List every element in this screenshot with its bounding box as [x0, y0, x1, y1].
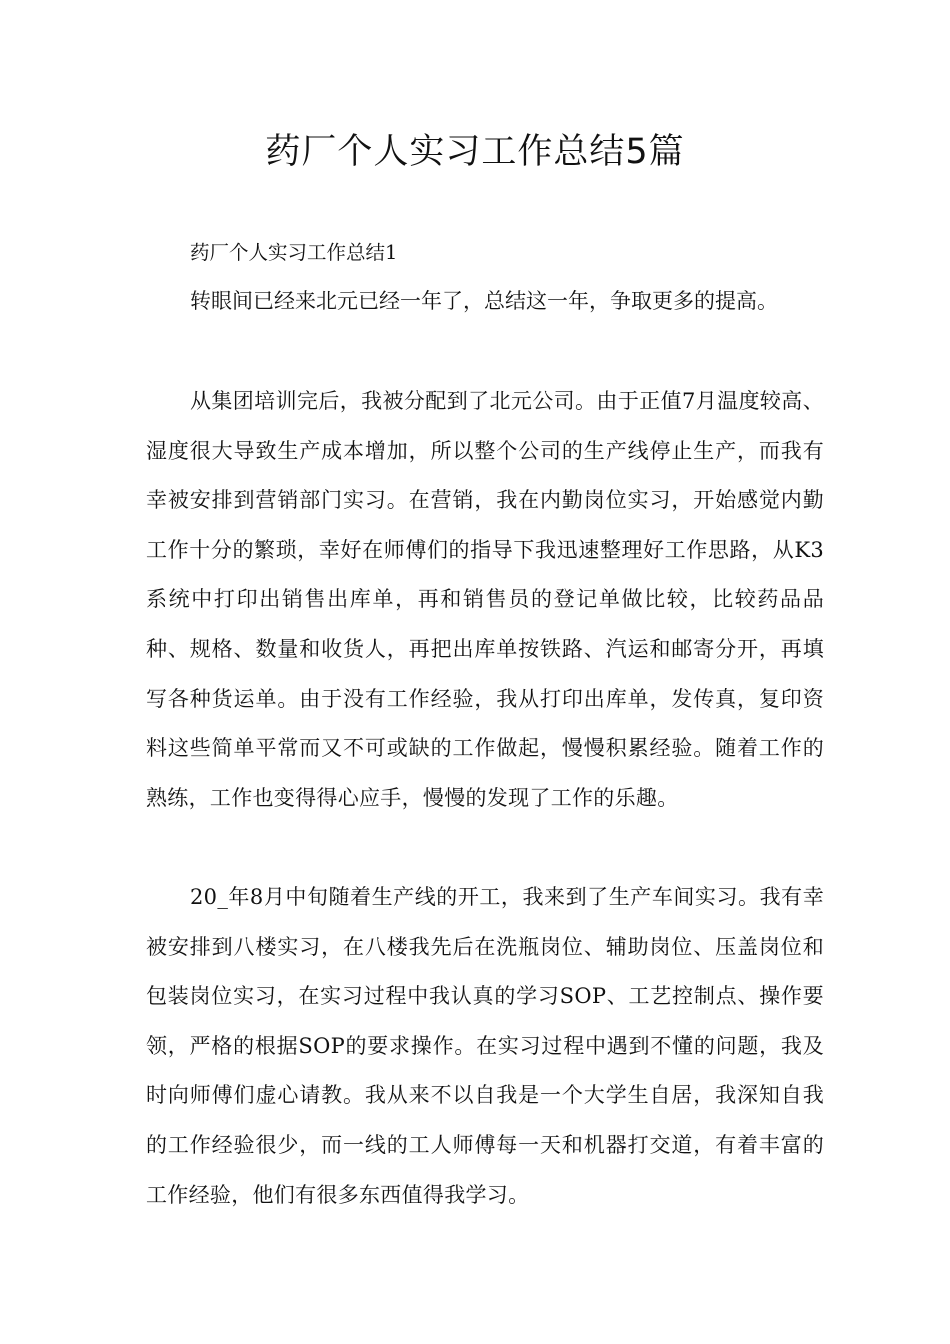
body-paragraph-1: 从集团培训完后，我被分配到了北元公司。由于正值7月温度较高、湿度很大导致生产成本增加，所以整个公司的生产线停止生产，而我有幸被安排到营销部门实习。在营销，我在内勤岗位实习，开始感觉内勤工作十分的繁琐，幸好在师傅们的指导下我迅速整理好工作思路，从K3系统中打印出销售出库单，再和销售员的登记单做比较，比较药品品种、规格、数量和收货人，再把出库单按铁路、汽运和邮寄分开，再填写各种货运单。由于没有工作经验，我从打印出库单，发传真，复印资料这些简单平常而又不可或缺的工作做起，慢慢积累经验。随着工作的熟练，工作也变得得心应手，慢慢的发现了工作的乐趣。 — [146, 389, 824, 810]
document-title: 药厂个人实习工作总结5篇 — [265, 132, 685, 172]
body-paragraph-2: 20_年8月中旬随着生产线的开工，我来到了生产车间实习。我有幸被安排到八楼实习，在八楼我先后在洗瓶岗位、辅助岗位、压盖岗位和包装岗位实习，在实习过程中我认真的学习SOP、工艺控制点、操作要领，严格的根据SOP的要求操作。在实习过程中遇到不懂的问题，我及时向师傅们虚心请教。我从来不以自我是一个大学生自居，我深知自我的工作经验很少，而一线的工人师傅每一天和机器打交道，有着丰富的工作经验，他们有很多东西值得我学习。 — [146, 885, 824, 1207]
section-heading: 药厂个人实习工作总结1 — [190, 241, 398, 264]
lead-paragraph: 转眼间已经来北元已经一年了，总结这一年，争取更多的提高。 — [190, 289, 778, 313]
